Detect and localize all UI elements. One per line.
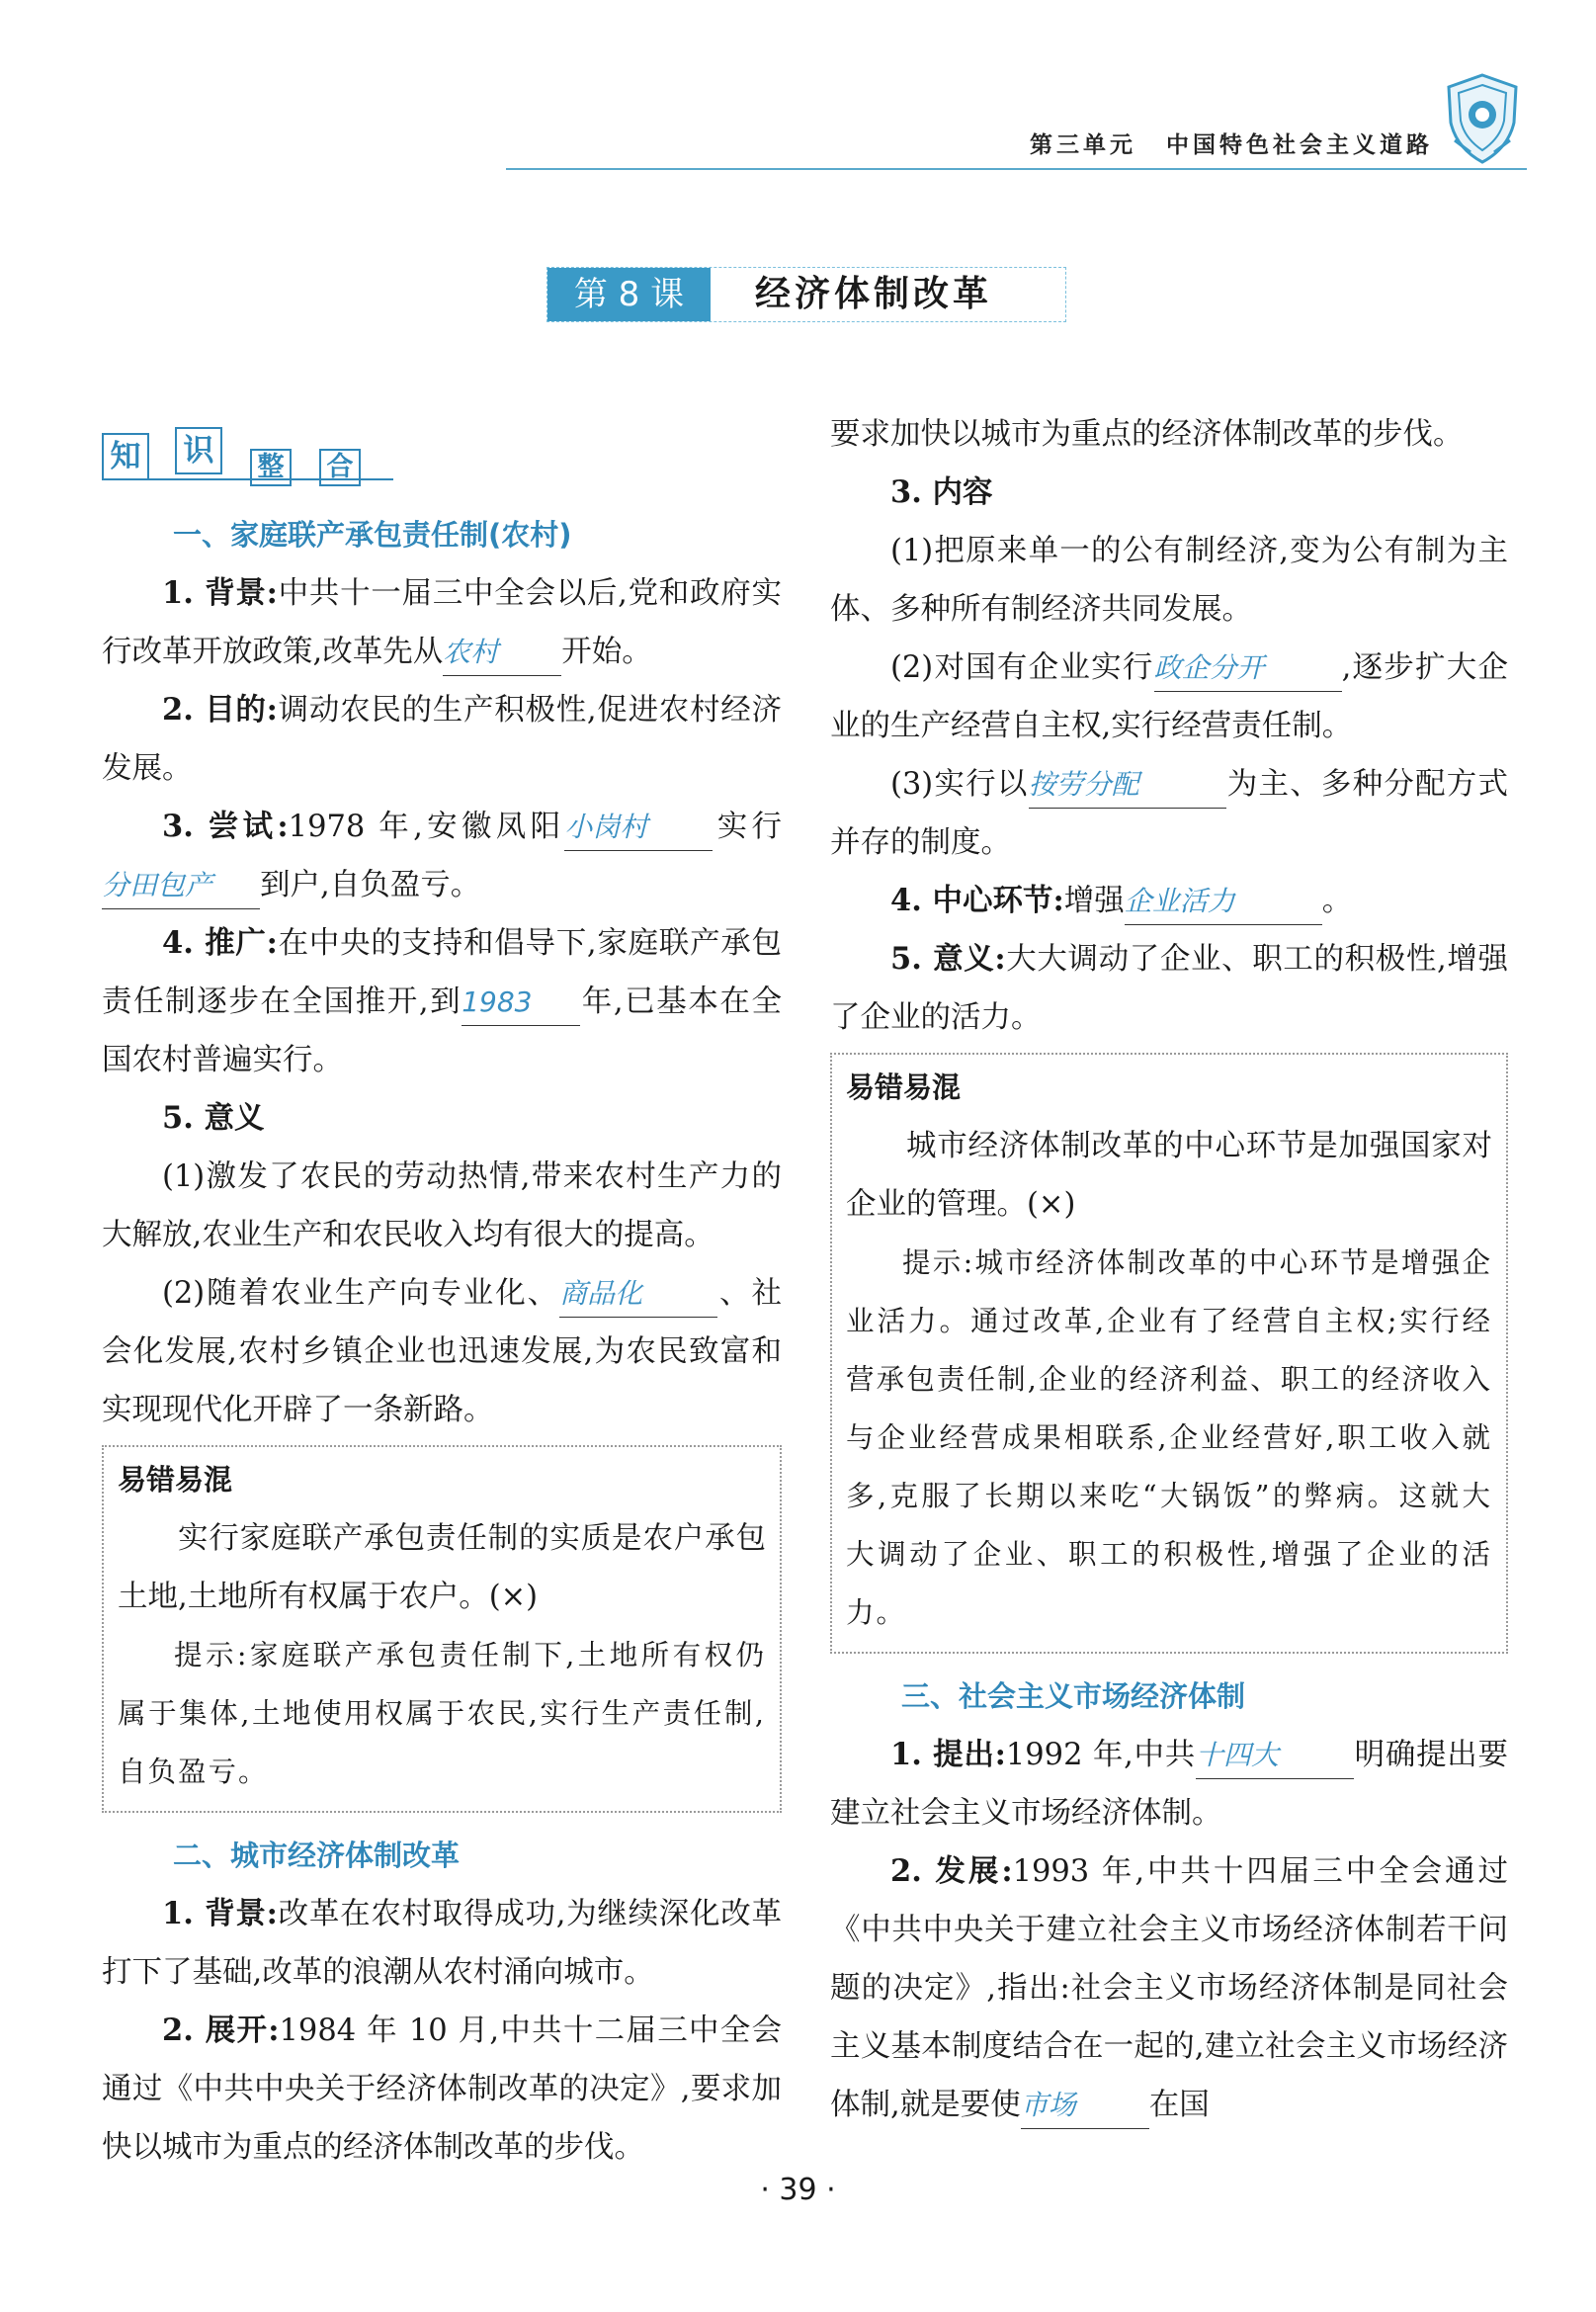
header-rule [506, 168, 1527, 170]
paragraph: (2)对国有企业实行政企分开 ,逐步扩大企业的生产经营自主权,实行经营责任制。 [830, 639, 1508, 755]
right-column [830, 405, 1508, 2134]
paragraph: 1. 背景:改革在农村取得成功,为继续深化改革打下了基础,改革的浪潮从农村涌向城市。 [102, 1896, 782, 1990]
paragraph: 5. 意义:大大调动了企业、职工的积极性,增强了企业的活力。 [830, 941, 1508, 1035]
paragraph: 3. 尝试:1978 年,安徽凤阳小岗村 实行分田包产 到户,自负盈亏。 [102, 798, 782, 914]
paragraph: 1. 提出:1992 年,中共十四大 明确提出要建立社会主义市场经济体制。 [830, 1726, 1508, 1842]
section-heading: 三、社会主义市场经济体制 [901, 1679, 1246, 1713]
badge-char: 知 [102, 433, 149, 480]
paragraph: (1)激发了农民的劳动热情,带来农村生产力的大解放,农业生产和农民收入均有很大的提高。 [102, 1159, 782, 1252]
answer-blank: 农村 [443, 630, 561, 676]
answer-blank: 十四大 [1196, 1733, 1354, 1779]
unit-title: 中国特色社会主义道路 [1166, 131, 1433, 158]
common-mistake-box [102, 1445, 782, 1813]
answer-blank: 小岗村 [564, 805, 713, 851]
knowledge-integration-badge [102, 427, 393, 486]
lesson-number: 第 8 课 [547, 268, 711, 321]
paragraph: (3)实行以按劳分配 为主、多种分配方式并存的制度。 [830, 755, 1508, 872]
paragraph: 3. 内容 [890, 474, 993, 510]
box-title: 易错易混 [846, 1070, 962, 1104]
paragraph: 2. 发展:1993 年,中共十四届三中全会通过《中共中央关于建立社会主义市场经济体制若干问题的决定》,指出:社会主义市场经济体制是同社会主义基本制度结合在一起的,建立社会主义市场经济体制,就是要使市场 在国 [830, 1842, 1508, 2134]
paragraph: 5. 意义 [162, 1100, 265, 1136]
answer-blank: 1983 [462, 980, 580, 1026]
page-number: · 39 · [760, 2173, 836, 2207]
paragraph: 1. 背景:中共十一届三中全会以后,党和政府实行改革开放政策,改革先从农村 开始。 [102, 564, 782, 681]
paragraph: 2. 展开:1984 年 10 月,中共十二届三中全会通过《中共中央关于经济体制改革的决定》,要求加快以城市为重点的经济体制改革的步伐。 [102, 2012, 782, 2165]
common-mistake-box [830, 1053, 1508, 1654]
answer-blank: 政企分开 [1154, 645, 1342, 692]
answer-blank: 企业活力 [1125, 879, 1322, 925]
badge-char: 整 [250, 449, 292, 486]
badge-char: 合 [319, 449, 361, 486]
answer-blank: 分田包产 [102, 863, 260, 909]
section-heading: 一、家庭联产承包责任制(农村) [173, 518, 572, 552]
answer-blank: 商品化 [559, 1271, 717, 1318]
left-column [102, 506, 783, 2165]
box-tip: 提示:城市经济体制改革的中心环节是增强企业活力。通过改革,企业有了经营自主权;实行经营承包责任制,企业的经济利益、职工的经济收入与企业经营成果相联系,企业经营好,职工收入就多,克服了长期以来吃“大锅饭”的弊病。这就大大调动了企业、职工的积极性,增强了企业的活力。 [846, 1246, 1492, 1629]
shield-logo-icon [1443, 71, 1522, 165]
box-title: 易错易混 [118, 1463, 233, 1497]
paragraph: (1)把原来单一的公有制经济,变为公有制为主体、多种所有制经济共同发展。 [830, 534, 1508, 627]
lesson-title-bar [546, 267, 1066, 322]
paragraph: (2)随着农业生产向专业化、商品化 、社会化发展,农村乡镇企业也迅速发展,为农民致富和实现现代化开辟了一条新路。 [102, 1264, 782, 1439]
paragraph: 4. 中心环节:增强企业活力 。 [830, 872, 1508, 930]
answer-blank: 按劳分配 [1029, 762, 1226, 809]
unit-label: 第三单元 [1030, 131, 1136, 158]
badge-rule [102, 478, 393, 480]
answer-blank: 市场 [1021, 2083, 1149, 2129]
badge-char: 识 [175, 427, 222, 474]
paragraph: 4. 推广:在中央的支持和倡导下,家庭联产承包责任制逐步在全国推开,到1983 年,已基本在全国农村普遍实行。 [102, 925, 782, 1077]
section-heading: 二、城市经济体制改革 [173, 1839, 461, 1872]
box-tip: 提示:家庭联产承包责任制下,土地所有权仍属于集体,土地使用权属于农民,实行生产责任制,自负盈亏。 [118, 1639, 766, 1788]
lesson-title: 经济体制改革 [755, 274, 993, 314]
box-statement: 实行家庭联产承包责任制的实质是农户承包土地,土地所有权属于农户。(×) [118, 1521, 766, 1614]
paragraph: 2. 目的:调动农民的生产积极性,促进农村经济发展。 [102, 692, 782, 786]
paragraph-continued: 要求加快以城市为重点的经济体制改革的步伐。 [830, 417, 1464, 452]
box-statement: 城市经济体制改革的中心环节是加强国家对企业的管理。(×) [846, 1129, 1492, 1222]
running-header [1030, 127, 1433, 159]
